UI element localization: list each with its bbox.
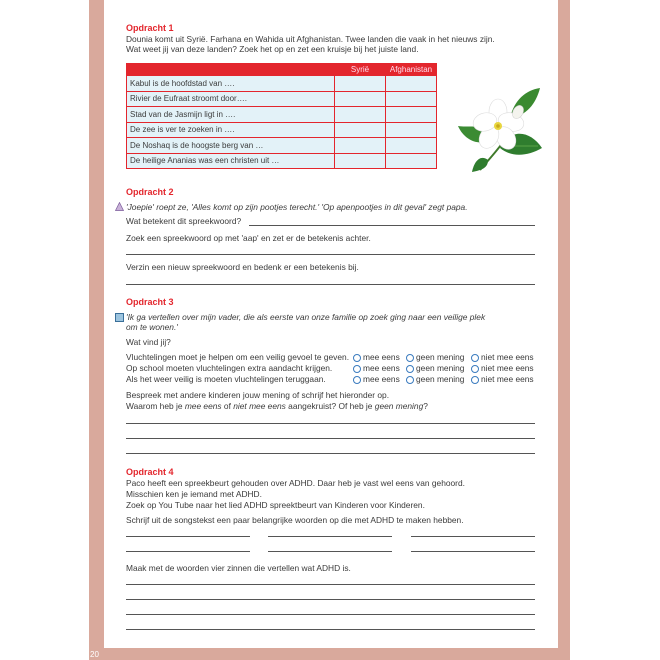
page-border-bottom: [89, 648, 570, 660]
radio-label: mee eens: [363, 363, 400, 373]
radio-label: mee eens: [363, 352, 400, 362]
table-row: [127, 153, 437, 169]
answer-line[interactable]: [126, 584, 535, 585]
radio-label: niet mee eens: [481, 363, 534, 373]
afghanistan-checkbox-cell[interactable]: [386, 122, 437, 138]
opdracht3-quote-line1: 'Ik ga vertellen over mijn vader, die als eerste van onze familie op zoek ging naar een veilige plek: [126, 312, 486, 322]
opdracht4-p4: Schrijf uit de songstekst een paar belangrijke woorden op die met ADHD te maken hebben.: [126, 515, 464, 525]
syria-checkbox-cell[interactable]: [335, 91, 386, 107]
answer-line[interactable]: [126, 284, 535, 285]
word-line[interactable]: [268, 536, 392, 537]
word-line[interactable]: [411, 536, 535, 537]
opdracht3-discuss1: Bespreek met andere kinderen jouw mening of schrijf het hieronder op.: [126, 390, 390, 400]
row-statement: Stad van de Jasmijn ligt in ….: [127, 107, 335, 123]
word-line[interactable]: [126, 536, 250, 537]
syria-checkbox-cell[interactable]: [335, 122, 386, 138]
row-statement: De Noshaq is de hoogste berg van …: [127, 138, 335, 154]
radio-label: mee eens: [363, 374, 400, 384]
afghanistan-checkbox-cell[interactable]: [386, 107, 437, 123]
opdracht1-title: Opdracht 1: [126, 23, 174, 33]
row-statement: Kabul is de hoofdstad van ….: [127, 76, 335, 92]
syria-checkbox-cell[interactable]: [335, 107, 386, 123]
word-line[interactable]: [268, 551, 392, 552]
radio-label: geen mening: [416, 374, 465, 384]
table-row: [127, 107, 437, 123]
opdracht3-quote-line2: om te wonen.': [126, 322, 178, 332]
afghanistan-checkbox-cell[interactable]: [386, 153, 437, 169]
radio-circle-icon[interactable]: [406, 354, 414, 362]
radio-circle-icon[interactable]: [353, 365, 361, 373]
table-row: [127, 91, 437, 107]
opdracht2-title: Opdracht 2: [126, 187, 174, 197]
radio-circle-icon[interactable]: [406, 376, 414, 384]
word-line[interactable]: [126, 551, 250, 552]
opdracht2-q1: Wat betekent dit spreekwoord?: [126, 216, 242, 226]
opdracht1-intro1: Dounia komt uit Syrië. Farhana en Wahida uit Afghanistan. Twee landen die vaak in het nieuws zijn.: [126, 34, 495, 44]
opdracht2-q3: Verzin een nieuw spreekwoord en bedenk er een betekenis bij.: [126, 262, 359, 272]
table-header-afghanistan: Afghanistan: [386, 64, 437, 76]
statement-1: Vluchtelingen moet je helpen om een veilig gevoel te geven.: [126, 352, 350, 362]
radio-circle-icon[interactable]: [471, 354, 479, 362]
answer-line[interactable]: [126, 453, 535, 454]
radio-option[interactable]: [353, 363, 400, 373]
page-border-left: [89, 0, 104, 660]
opdracht4-p1: Paco heeft een spreekbeurt gehouden over ADHD. Daar heb je vast wel eens van gehoord.: [126, 478, 465, 488]
radio-label: geen mening: [416, 363, 465, 373]
statement-2: Op school moeten vluchtelingen extra aandacht krijgen.: [126, 363, 333, 373]
answer-line[interactable]: [126, 438, 535, 439]
radio-circle-icon[interactable]: [471, 365, 479, 373]
jasmine-flower-illustration: [450, 78, 550, 178]
answer-line[interactable]: [126, 423, 535, 424]
table-row: [127, 122, 437, 138]
afghanistan-checkbox-cell[interactable]: [386, 138, 437, 154]
table-row: [127, 76, 437, 92]
answer-line[interactable]: [126, 629, 535, 630]
radio-option[interactable]: [406, 374, 464, 384]
radio-label: niet mee eens: [481, 352, 534, 362]
radio-circle-icon[interactable]: [353, 376, 361, 384]
afghanistan-checkbox-cell[interactable]: [386, 76, 437, 92]
opdracht4-title: Opdracht 4: [126, 467, 174, 477]
page-border-right: [558, 0, 570, 660]
radio-option[interactable]: [353, 374, 400, 384]
word-line[interactable]: [411, 551, 535, 552]
radio-label: geen mening: [416, 352, 465, 362]
afghanistan-checkbox-cell[interactable]: [386, 91, 437, 107]
radio-option[interactable]: [471, 363, 534, 373]
radio-option[interactable]: [471, 374, 534, 384]
table-header-syria: Syrië: [335, 64, 386, 76]
row-statement: De heilige Ananias was een christen uit …: [127, 153, 335, 169]
syria-checkbox-cell[interactable]: [335, 76, 386, 92]
syria-checkbox-cell[interactable]: [335, 138, 386, 154]
triangle-icon: [115, 202, 124, 211]
radio-circle-icon[interactable]: [353, 354, 361, 362]
countries-table: [126, 63, 437, 169]
opdracht3-discuss2: Waarom heb je mee eens of niet mee eens aangekruist? Of heb je geen mening?: [126, 401, 428, 411]
opdracht4-p2: Misschien ken je iemand met ADHD.: [126, 489, 262, 499]
radio-option[interactable]: [406, 363, 464, 373]
radio-option[interactable]: [471, 352, 534, 362]
opdracht3-title: Opdracht 3: [126, 297, 174, 307]
radio-circle-icon[interactable]: [406, 365, 414, 373]
radio-circle-icon[interactable]: [471, 376, 479, 384]
syria-checkbox-cell[interactable]: [335, 153, 386, 169]
row-statement: De zee is ver te zoeken in ….: [127, 122, 335, 138]
radio-option[interactable]: [353, 352, 400, 362]
row-statement: Rivier de Eufraat stroomt door….: [127, 91, 335, 107]
page-number: 20: [90, 650, 99, 659]
answer-line[interactable]: [126, 254, 535, 255]
opdracht4-p5: Maak met de woorden vier zinnen die vertellen wat ADHD is.: [126, 563, 351, 573]
answer-line[interactable]: [249, 225, 535, 226]
opdracht1-intro2: Wat weet jij van deze landen? Zoek het op en zet een kruisje bij het juiste land.: [126, 44, 419, 54]
opdracht2-quote: 'Joepie' roept ze, 'Alles komt op zijn pootjes terecht.' 'Op apenpootjes in dit geval' zegt papa.: [126, 202, 468, 212]
answer-line[interactable]: [126, 599, 535, 600]
opdracht4-p3: Zoek op You Tube naar het lied ADHD spreektbeurt van Kinderen voor Kinderen.: [126, 500, 425, 510]
square-icon: [115, 313, 124, 322]
table-row: [127, 138, 437, 154]
opdracht3-question: Wat vind jij?: [126, 337, 171, 347]
radio-label: niet mee eens: [481, 374, 534, 384]
statement-3: Als het weer veilig is moeten vluchtelingen teruggaan.: [126, 374, 326, 384]
answer-line[interactable]: [126, 614, 535, 615]
table-header-blank: [127, 64, 335, 76]
opdracht2-q2: Zoek een spreekwoord op met 'aap' en zet er de betekenis achter.: [126, 233, 371, 243]
radio-option[interactable]: [406, 352, 464, 362]
